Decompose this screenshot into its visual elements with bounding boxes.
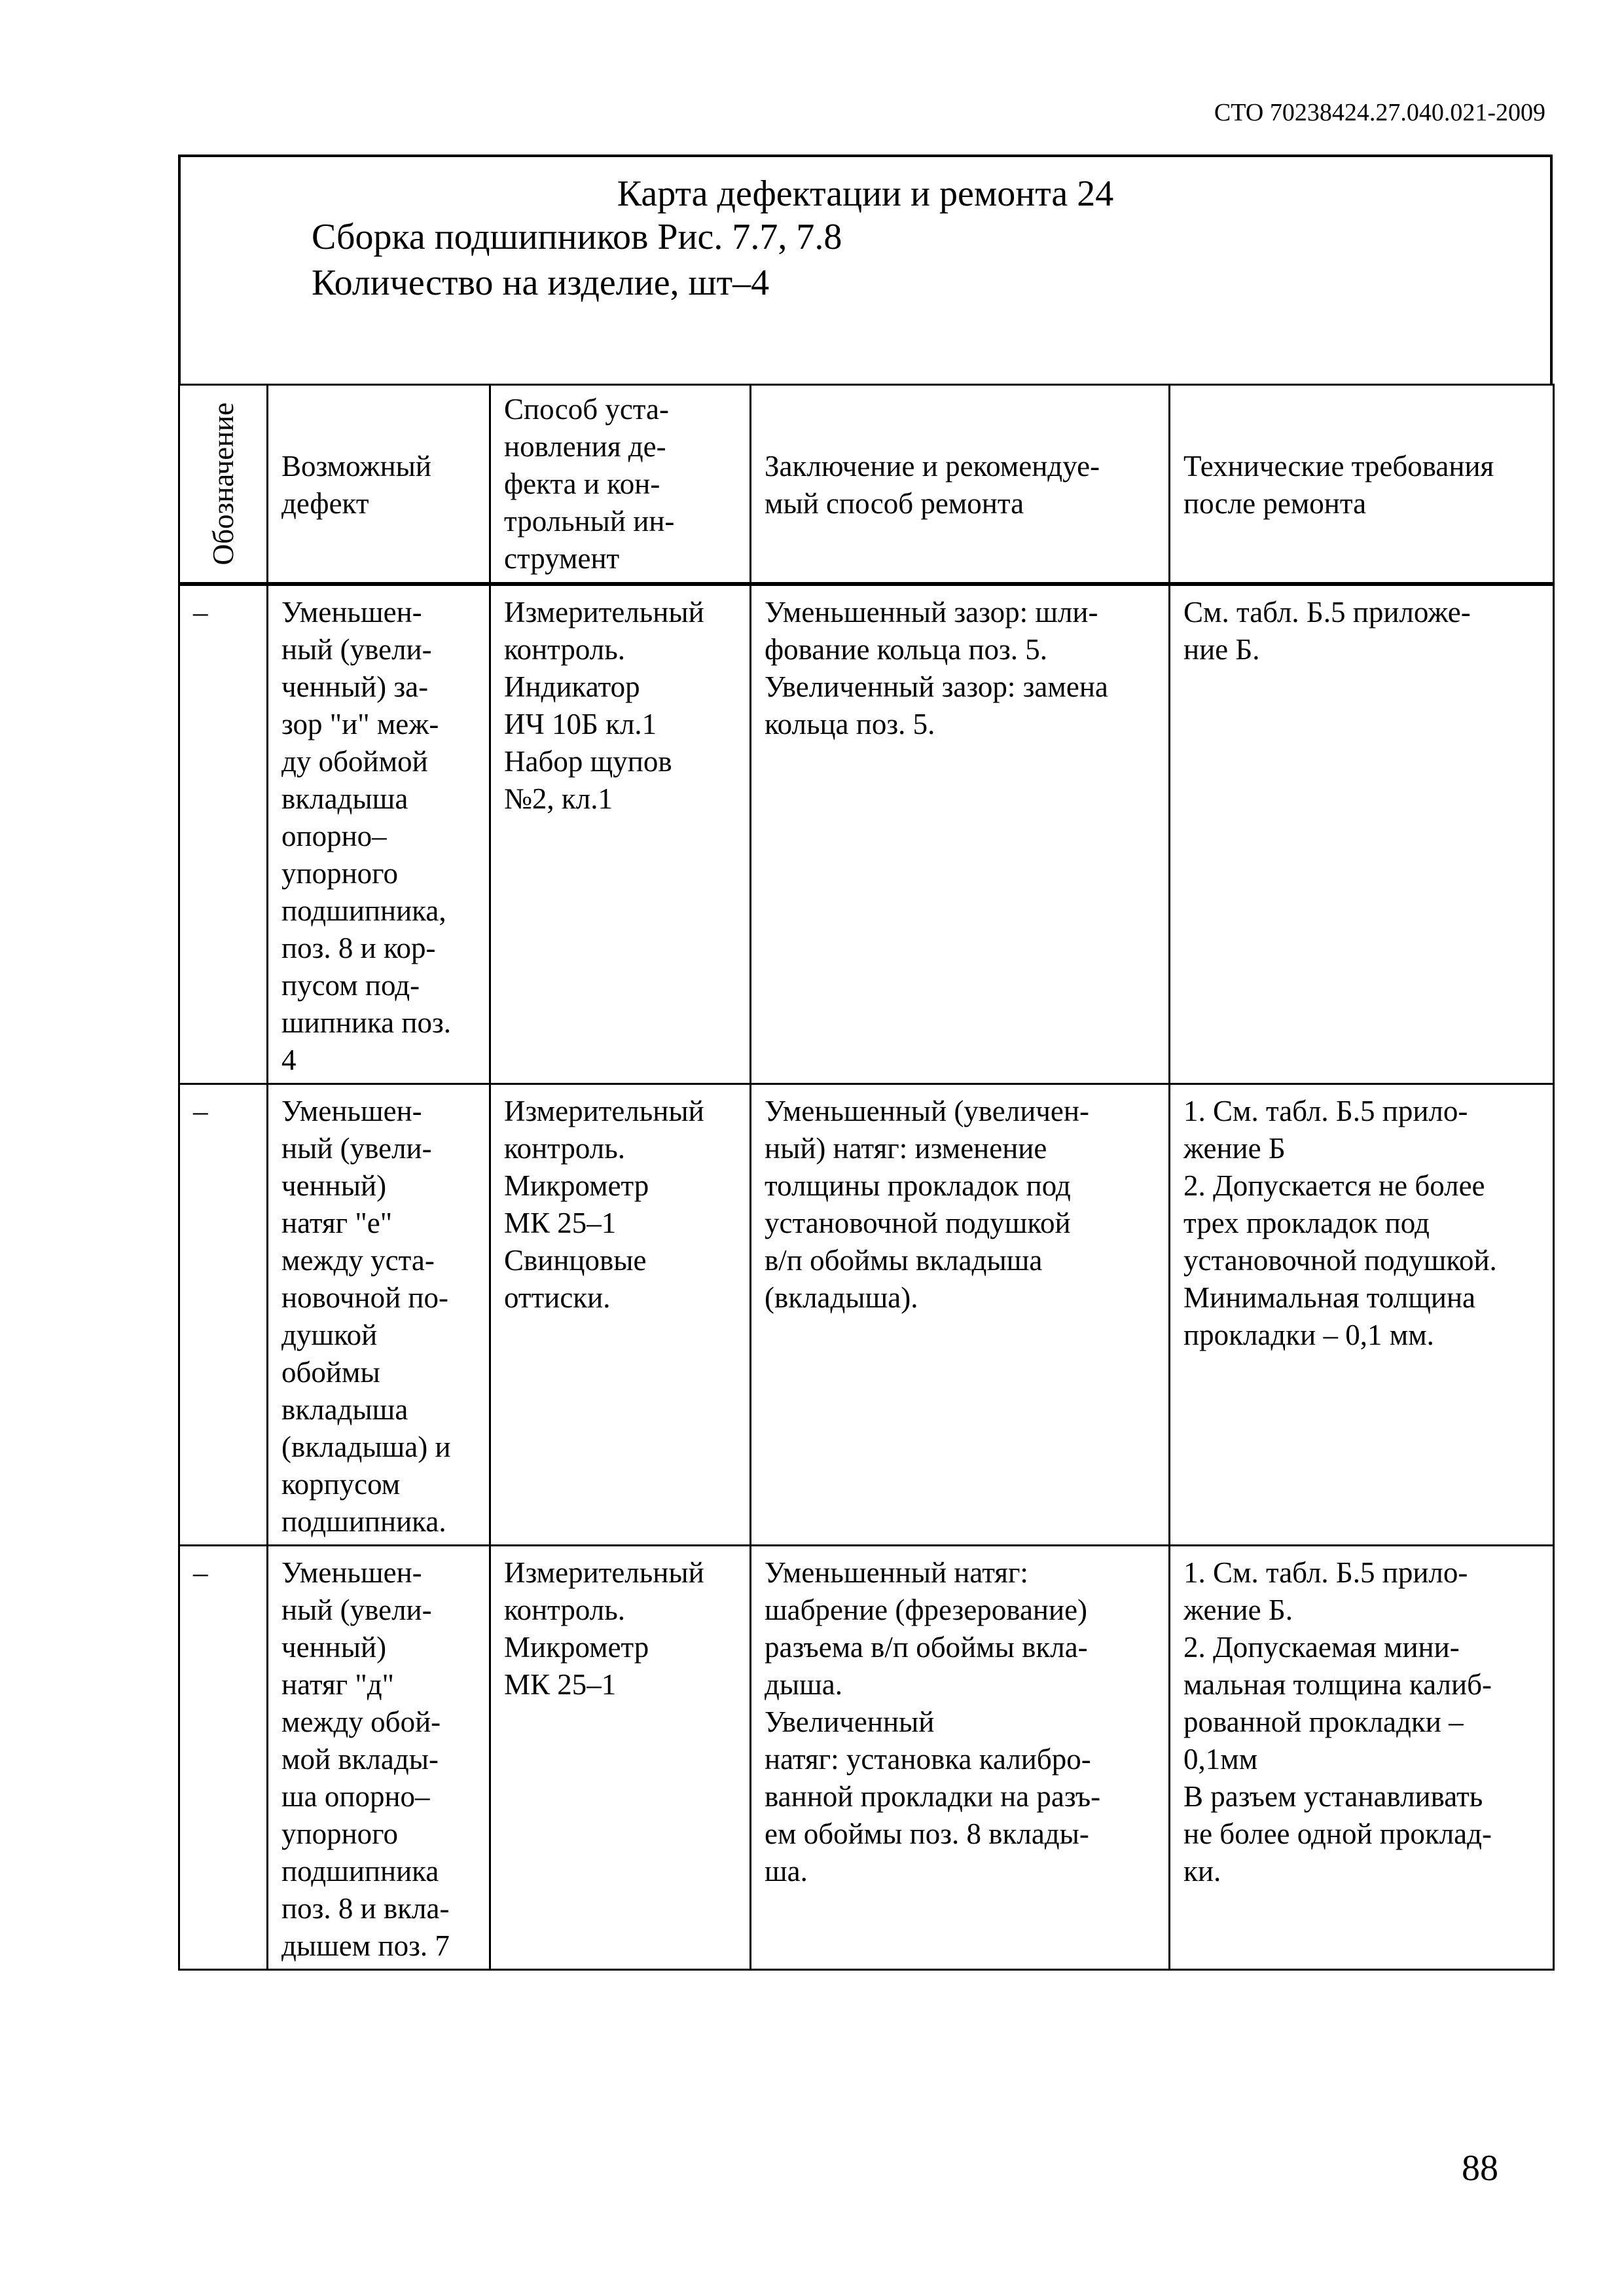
method-cell: Измерительный контроль. Микрометр МК 25–1 Свинцовые оттиски. [490,1084,751,1546]
conclusion-cell: Уменьшенный (увеличен- ный) натяг: изменение толщины прокладок под установочной подушкой в/п обоймы вкладыша (вкладыша). [751,1084,1170,1546]
requirements-cell: 1. См. табл. Б.5 прило- жение Б 2. Допускается не более трех прокладок под установочной подушкой. Минимальная толщина прокладки – 0,1 мм. [1170,1084,1554,1546]
designation-cell: – [179,1084,268,1546]
table-header-row [179,385,1554,585]
column-header-method: Способ уста- новления де- фекта и кон- трольный ин- струмент [490,385,751,585]
table-row [179,1084,1554,1546]
defect-cell: Уменьшен- ный (увели- ченный) за- зор "и" меж- ду обоймой вкладыша опорно– упорного подшипника, поз. 8 и кор- пусом под- шипника поз. 4 [268,584,490,1084]
conclusion-cell: Уменьшенный натяг: шабрение (фрезерование) разъема в/п обоймы вкла- дыша. Увеличенный натяг: установка калибро- ванной прокладки на разъ- ем обоймы поз. 8 вклады- ша. [751,1546,1170,1970]
method-cell: Измерительный контроль. Индикатор ИЧ 10Б кл.1 Набор щупов №2, кл.1 [490,584,751,1084]
column-header-designation: Обозначение [179,385,268,585]
defect-repair-table [178,384,1555,1971]
defect-cell: Уменьшен- ный (увели- ченный) натяг "е" между уста- новочной по- душкой обоймы вкладыша (вкладыша) и корпусом подшипника. [268,1084,490,1546]
card-header [178,155,1553,384]
document-code: СТО 70238424.27.040.021-2009 [1214,99,1545,126]
conclusion-cell: Уменьшенный зазор: шли- фование кольца поз. 5. Увеличенный зазор: замена кольца поз. 5. [751,584,1170,1084]
defect-cell: Уменьшен- ный (увели- ченный) натяг "д" между обой- мой вклады- ша опорно– упорного подшипника поз. 8 и вкла- дышем поз. 7 [268,1546,490,1970]
column-header-conclusion: Заключение и рекомендуе- мый способ ремонта [751,385,1170,585]
table-row [179,1546,1554,1970]
requirements-cell: См. табл. Б.5 приложе- ние Б. [1170,584,1554,1084]
column-header-requirements: Технические требования после ремонта [1170,385,1554,585]
card-title: Карта дефектации и ремонта 24 [617,173,1114,214]
designation-cell: – [179,584,268,1084]
quantity-per-product: Количество на изделие, шт–4 [312,263,770,303]
designation-cell: – [179,1546,268,1970]
column-header-defect: Возможный дефект [268,385,490,585]
assembly-name: Сборка подшипников Рис. 7.7, 7.8 [312,217,842,257]
page-number: 88 [1462,2148,1498,2189]
table-row [179,584,1554,1084]
method-cell: Измерительный контроль. Микрометр МК 25–1 [490,1546,751,1970]
requirements-cell: 1. См. табл. Б.5 прило- жение Б. 2. Допускаемая мини- мальная толщина калиб- рованной прокладки – 0,1мм В разъем устанавливать не более одной проклад- ки. [1170,1546,1554,1970]
